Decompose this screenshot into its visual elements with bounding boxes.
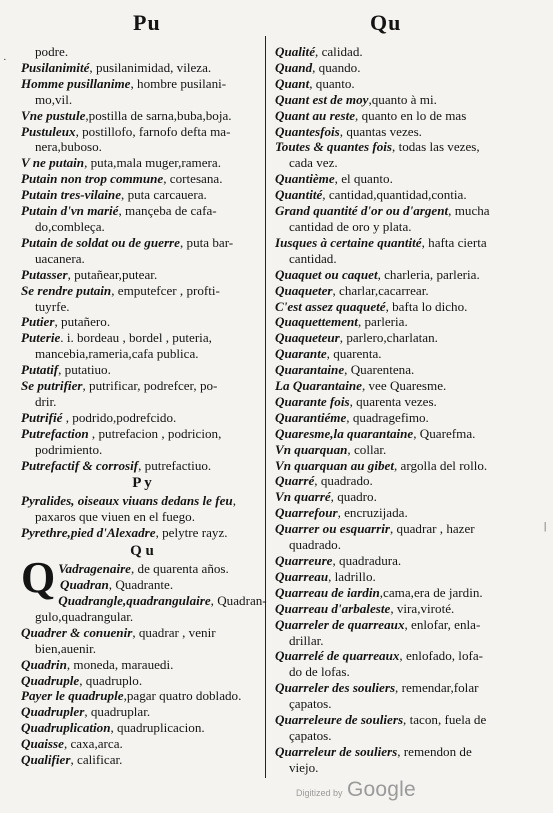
definition-text: , puta,mala muger,ramera.: [84, 155, 221, 171]
definition-text: , enlofado, lofa-: [399, 648, 484, 664]
definition-text: , enlofar, enla-: [404, 616, 481, 632]
definition-text: ,cama,era de jardin.: [379, 584, 483, 600]
dictionary-entry: [21, 187, 263, 203]
dictionary-entry: [21, 410, 263, 426]
definition-text: podrimiento.: [35, 441, 103, 457]
headword: Quantième: [275, 171, 335, 187]
headword: Quaquettement: [275, 314, 358, 330]
dictionary-entry: [21, 525, 263, 541]
headword: Quantité: [275, 187, 323, 203]
definition-text: nera,buboso.: [35, 139, 102, 155]
dictionary-entry: [21, 720, 263, 736]
definition-text: , mançeba de cafa-: [118, 203, 217, 219]
dictionary-entry: [275, 330, 545, 346]
dictionary-entry: [275, 283, 545, 299]
definition-text: , charlar,cacarrear.: [332, 282, 429, 298]
headword: Quant: [275, 75, 310, 91]
dictionary-entry: [21, 378, 263, 394]
definition-text: uacanera.: [35, 250, 85, 266]
dictionary-entry: [275, 171, 545, 187]
headword: Quadruplication: [21, 720, 111, 736]
section-heading: P y: [132, 475, 152, 492]
headword: Quadrangle,quadrangulaire: [58, 593, 211, 608]
headword: Quarreau de iardin: [275, 584, 380, 600]
dictionary-entry: [275, 314, 545, 330]
headword: Quarante fois: [275, 393, 350, 409]
definition-text: , putatiuo.: [58, 362, 111, 378]
definition-text: , quando.: [312, 59, 361, 75]
headword: Quadran: [60, 577, 109, 593]
dictionary-entry: [275, 426, 545, 442]
dictionary-entry: [21, 704, 263, 720]
dictionary-entry: [21, 171, 263, 187]
headword: Pyralides, oiseaux viuans dedans le feu: [21, 493, 233, 509]
definition-text: , de quarenta años.: [131, 561, 229, 577]
definition-text: , argolla del rollo.: [393, 457, 488, 473]
headword: Quantesfois: [275, 123, 340, 139]
dictionary-entry: [275, 458, 545, 474]
definition-text: , cortesana.: [163, 171, 223, 187]
entry-continuation: [275, 728, 545, 744]
headword: Quarantaine: [275, 362, 345, 378]
definition-text: , remendon de: [397, 743, 472, 759]
headword: Quaresme,la quarantaine: [275, 425, 414, 441]
headword: Quarantiéme: [275, 409, 347, 425]
dictionary-entry: [21, 235, 263, 251]
definition-text: , putañear,putear.: [67, 266, 158, 282]
headword: Putain tres-vilaine: [21, 187, 122, 203]
headword: Vn quarquan: [275, 441, 348, 457]
dictionary-entry: [275, 187, 545, 203]
google-wordmark: Google: [346, 778, 416, 801]
definition-text: , putrefactiuo.: [138, 457, 212, 473]
definition-text: , putrificar, podrefcer, po-: [82, 378, 218, 394]
entry-continuation: [275, 219, 545, 235]
dictionary-entry: [275, 680, 545, 696]
dictionary-entry: [275, 124, 545, 140]
dictionary-entry: [275, 505, 545, 521]
entry-continuation: [21, 442, 263, 458]
definition-text: , quadragefimo.: [346, 409, 429, 425]
definition-text: , postillofo, farnofo defta ma-: [75, 123, 231, 139]
definition-text: , moneda, marauedi.: [66, 656, 174, 672]
dictionary-entry: [21, 688, 263, 704]
entry-continuation: [21, 346, 263, 362]
margin-mark: |: [544, 520, 547, 532]
headword: Quant est de moy: [275, 91, 369, 107]
definition-text: podre.: [35, 44, 69, 59]
headword: Putain d'vn marié: [21, 203, 119, 219]
definition-text: cantidad.: [289, 250, 337, 266]
definition-text: , vee Quaresme.: [361, 378, 447, 394]
dictionary-entry: [21, 155, 263, 171]
headword: Quarreler de quarreaux: [275, 616, 405, 632]
entry-continuation: [21, 44, 263, 60]
definition-text: , quadruplar.: [84, 704, 151, 720]
definition-text: , quadrar , hazer: [389, 521, 475, 537]
definition-text: quadrado.: [289, 537, 341, 553]
headword: Quarreleur de souliers: [275, 743, 398, 759]
definition-text: . i. bordeau , bordel , puteria,: [60, 330, 212, 346]
headword: Quadrer & conuenir: [21, 624, 133, 640]
digitized-by-text: Digitized by: [296, 788, 343, 798]
definition-text: , quadruplicacion.: [110, 720, 205, 736]
dictionary-entry: [21, 458, 263, 474]
headword: Putatif: [21, 362, 59, 378]
definition-text: ,quanto à mi.: [368, 91, 437, 107]
entry-continuation: [21, 394, 263, 410]
definition-text: , putañero.: [54, 314, 111, 330]
definition-text: do de lofas.: [289, 664, 350, 680]
definition-text: , Quarentena.: [344, 362, 415, 378]
dictionary-entry: [275, 92, 545, 108]
entry-continuation: [275, 633, 545, 649]
headword: Quarante: [275, 346, 327, 362]
definition-text: , quantas vezes.: [339, 123, 422, 139]
dictionary-entry: [275, 346, 545, 362]
definition-text: çapatos.: [289, 727, 332, 743]
definition-text: , calidad.: [315, 44, 363, 59]
headword: Vadragenaire: [58, 561, 131, 577]
entry-continuation: [21, 251, 263, 267]
definition-text: drillar.: [289, 632, 324, 648]
definition-text: gulo,quadrangular.: [35, 608, 134, 624]
dictionary-entry: [275, 553, 545, 569]
headword: Quadrupler: [21, 704, 85, 720]
definition-text: , podrido,podrefcido.: [62, 409, 177, 425]
entry-continuation: [21, 299, 263, 315]
column-divider: [265, 36, 266, 778]
definition-text: , el quanto.: [334, 171, 393, 187]
dictionary-entry: [21, 426, 263, 442]
definition-text: ,pagar quatro doblado.: [123, 688, 242, 704]
dictionary-entry: [275, 648, 545, 664]
headword: Quarrefour: [275, 505, 338, 521]
headword: Quarreau d'arbaleste: [275, 600, 391, 616]
definition-text: , hombre pusilani-: [130, 75, 227, 91]
definition-text: paxaros que viuen en el fuego.: [35, 509, 195, 525]
definition-text: , mucha: [448, 203, 490, 219]
dictionary-entry: [21, 673, 263, 689]
dictionary-entry: [275, 362, 545, 378]
headword: Quaqueter: [275, 282, 333, 298]
dictionary-entry: [21, 314, 263, 330]
definition-text: , encruzijada.: [337, 505, 408, 521]
headword: Quaqueteur: [275, 330, 340, 346]
headword: Pustuleux: [21, 123, 76, 139]
definition-text: , charleria, parleria.: [377, 266, 480, 282]
dictionary-entry: [275, 60, 545, 76]
definition-text: cantidad de oro y plata.: [289, 218, 412, 234]
dictionary-entry: [21, 362, 263, 378]
headword: Quarrelé de quarreaux: [275, 648, 400, 664]
drop-cap-letter: Q: [21, 553, 56, 603]
headword: Puterie: [21, 330, 61, 346]
running-head-left: Pu: [133, 10, 161, 35]
definition-text: , emputefcer , profti-: [111, 282, 220, 298]
definition-text: , Quadran-: [210, 593, 267, 608]
headword: Homme pusillanime: [21, 75, 131, 91]
dictionary-entry: [21, 752, 263, 768]
dictionary-entry: [21, 577, 263, 593]
definition-text: , remendar,folar: [395, 680, 479, 696]
definition-text: do,combleça.: [35, 218, 105, 234]
definition-text: , pelytre rayz.: [155, 525, 228, 541]
headword: V ne putain: [21, 155, 85, 171]
entry-continuation: [21, 641, 263, 657]
entry-continuation: [21, 609, 263, 625]
headword: Putrifié: [21, 409, 63, 425]
dictionary-entry: [275, 394, 545, 410]
headword: Grand quantité d'or ou d'argent: [275, 203, 449, 219]
dictionary-entry: [275, 473, 545, 489]
dictionary-entry: [21, 593, 267, 609]
headword: Pyrethre,pied d'Alexadre: [21, 525, 156, 541]
dictionary-entry: [275, 410, 545, 426]
headword: Quadrin: [21, 656, 67, 672]
headword: Quarrer ou esquarrir: [275, 521, 390, 537]
right-column: [275, 44, 545, 776]
definition-text: , Quarefma.: [413, 425, 476, 441]
dictionary-entry: [275, 521, 545, 537]
definition-text: , quadro.: [330, 489, 377, 505]
section-heading: Q u: [130, 543, 154, 560]
dictionary-entry: [275, 601, 545, 617]
dictionary-entry: [275, 569, 545, 585]
dictionary-entry: [21, 124, 263, 140]
dictionary-entry: [275, 585, 545, 601]
headword: Iusques à certaine quantité: [275, 234, 422, 250]
definition-text: bien,auenir.: [35, 640, 97, 656]
entry-continuation: [21, 139, 263, 155]
headword: Quand: [275, 59, 313, 75]
definition-text: , putrefacion , podricion,: [88, 425, 222, 441]
definition-text: cada vez.: [289, 155, 338, 171]
dictionary-entry: [21, 60, 263, 76]
dictionary-entry: [21, 330, 263, 346]
entry-continuation: [275, 537, 545, 553]
headword: Quarreler des souliers: [275, 680, 396, 696]
definition-text: , ladrillo.: [328, 568, 376, 584]
headword: C'est assez quaqueté: [275, 298, 386, 314]
left-column: [21, 44, 267, 768]
dictionary-entry: [21, 76, 263, 92]
dictionary-entry: [21, 625, 263, 641]
headword: Quant au reste: [275, 107, 356, 123]
definition-text: viejo.: [289, 759, 319, 775]
entry-continuation: [275, 251, 545, 267]
entry-continuation: [21, 219, 263, 235]
definition-text: , quadrado.: [314, 473, 373, 489]
definition-text: , bafta lo dicho.: [385, 298, 468, 314]
headword: Quarreau: [275, 568, 329, 584]
dictionary-entry: [21, 267, 263, 283]
headword: Quaquet ou caquet: [275, 266, 378, 282]
dictionary-entry: [275, 139, 545, 155]
definition-text: , puta bar-: [179, 234, 234, 250]
dictionary-entry: [275, 744, 545, 760]
entry-continuation: [21, 509, 263, 525]
dictionary-entry: [275, 76, 545, 92]
definition-text: , calificar.: [70, 752, 123, 768]
margin-mark: ·: [3, 54, 7, 66]
dictionary-entry: [275, 267, 545, 283]
headword: Pusilanimité: [21, 59, 90, 75]
dictionary-entry: [275, 617, 545, 633]
definition-text: , quarenta vezes.: [349, 393, 437, 409]
headword: Se putrifier: [21, 378, 83, 394]
dictionary-entry: [21, 493, 263, 509]
definition-text: tuyrfe.: [35, 298, 70, 314]
definition-text: , hafta cierta: [421, 234, 487, 250]
dictionary-entry: [275, 44, 545, 60]
digitization-footer: [296, 778, 416, 802]
definition-text: , quadruplo.: [79, 672, 143, 688]
headword: Se rendre putain: [21, 282, 112, 298]
headword: Putasser: [21, 266, 68, 282]
definition-text: , pusilanimidad, vileza.: [89, 59, 212, 75]
definition-text: , todas las vezes,: [392, 139, 480, 155]
definition-text: drir.: [35, 393, 57, 409]
definition-text: ,postilla de sarna,buba,boja.: [85, 107, 232, 123]
definition-text: , quanto.: [309, 75, 355, 91]
entry-continuation: [275, 664, 545, 680]
entry-continuation: [275, 696, 545, 712]
headword: Putain de soldat ou de guerre: [21, 234, 180, 250]
entry-continuation: [275, 155, 545, 171]
headword: Quarré: [275, 473, 315, 489]
definition-text: , quadradura.: [332, 553, 402, 568]
dictionary-entry: [21, 736, 263, 752]
definition-text: , vira,viroté.: [390, 600, 455, 616]
headword: Vn quarré: [275, 489, 331, 505]
dictionary-entry: [21, 203, 263, 219]
headword: La Quarantaine: [275, 378, 362, 394]
dictionary-entry: [21, 657, 263, 673]
definition-text: , puta carcauera.: [121, 187, 207, 203]
definition-text: , collar.: [347, 441, 387, 457]
definition-text: mo,vil.: [35, 91, 73, 107]
headword: Payer le quadruple: [21, 688, 124, 704]
headword: Toutes & quantes fois: [275, 139, 393, 155]
definition-text: ,: [232, 493, 236, 509]
dictionary-entry: [275, 378, 545, 394]
headword: Quarreleure de souliers: [275, 712, 404, 728]
headword: Quaisse: [21, 736, 64, 752]
headword: Quadruple: [21, 672, 80, 688]
headword: Putrefaction: [21, 425, 89, 441]
running-head-right: Qu: [370, 10, 402, 35]
dictionary-entry: [275, 108, 545, 124]
headword: Putrefactif & corrosif: [21, 457, 139, 473]
dictionary-entry: [275, 442, 545, 458]
definition-text: , parlero,charlatan.: [339, 330, 438, 346]
entry-continuation: [21, 92, 263, 108]
dictionary-entry: [275, 299, 545, 315]
dictionary-entry: [275, 235, 545, 251]
definition-text: , cantidad,quantidad,contia.: [322, 187, 467, 203]
headword: Qualité: [275, 44, 316, 59]
dictionary-entry: [21, 283, 263, 299]
headword: Putain non trop commune: [21, 171, 164, 187]
dictionary-entry: [275, 712, 545, 728]
definition-text: , tacon, fuela de: [403, 712, 487, 728]
definition-text: çapatos.: [289, 696, 332, 712]
headword: Putier: [21, 314, 55, 330]
definition-text: , quadrar , venir: [132, 624, 216, 640]
dictionary-entry: [275, 203, 545, 219]
definition-text: , parleria.: [357, 314, 408, 330]
definition-text: mancebia,rameria,cafa publica.: [35, 346, 199, 362]
headword: Vn quarquan au gibet: [275, 457, 394, 473]
definition-text: , quanto en lo de mas: [355, 107, 467, 123]
dictionary-entry: [275, 489, 545, 505]
headword: Vne pustule: [21, 107, 86, 123]
definition-text: , Quadrante.: [108, 577, 174, 593]
definition-text: , caxa,arca.: [63, 736, 123, 752]
definition-text: , quarenta.: [326, 346, 382, 362]
entry-continuation: [275, 760, 545, 776]
headword: Qualifier: [21, 752, 71, 768]
dictionary-entry: [21, 108, 263, 124]
headword: Quarreure: [275, 553, 333, 568]
